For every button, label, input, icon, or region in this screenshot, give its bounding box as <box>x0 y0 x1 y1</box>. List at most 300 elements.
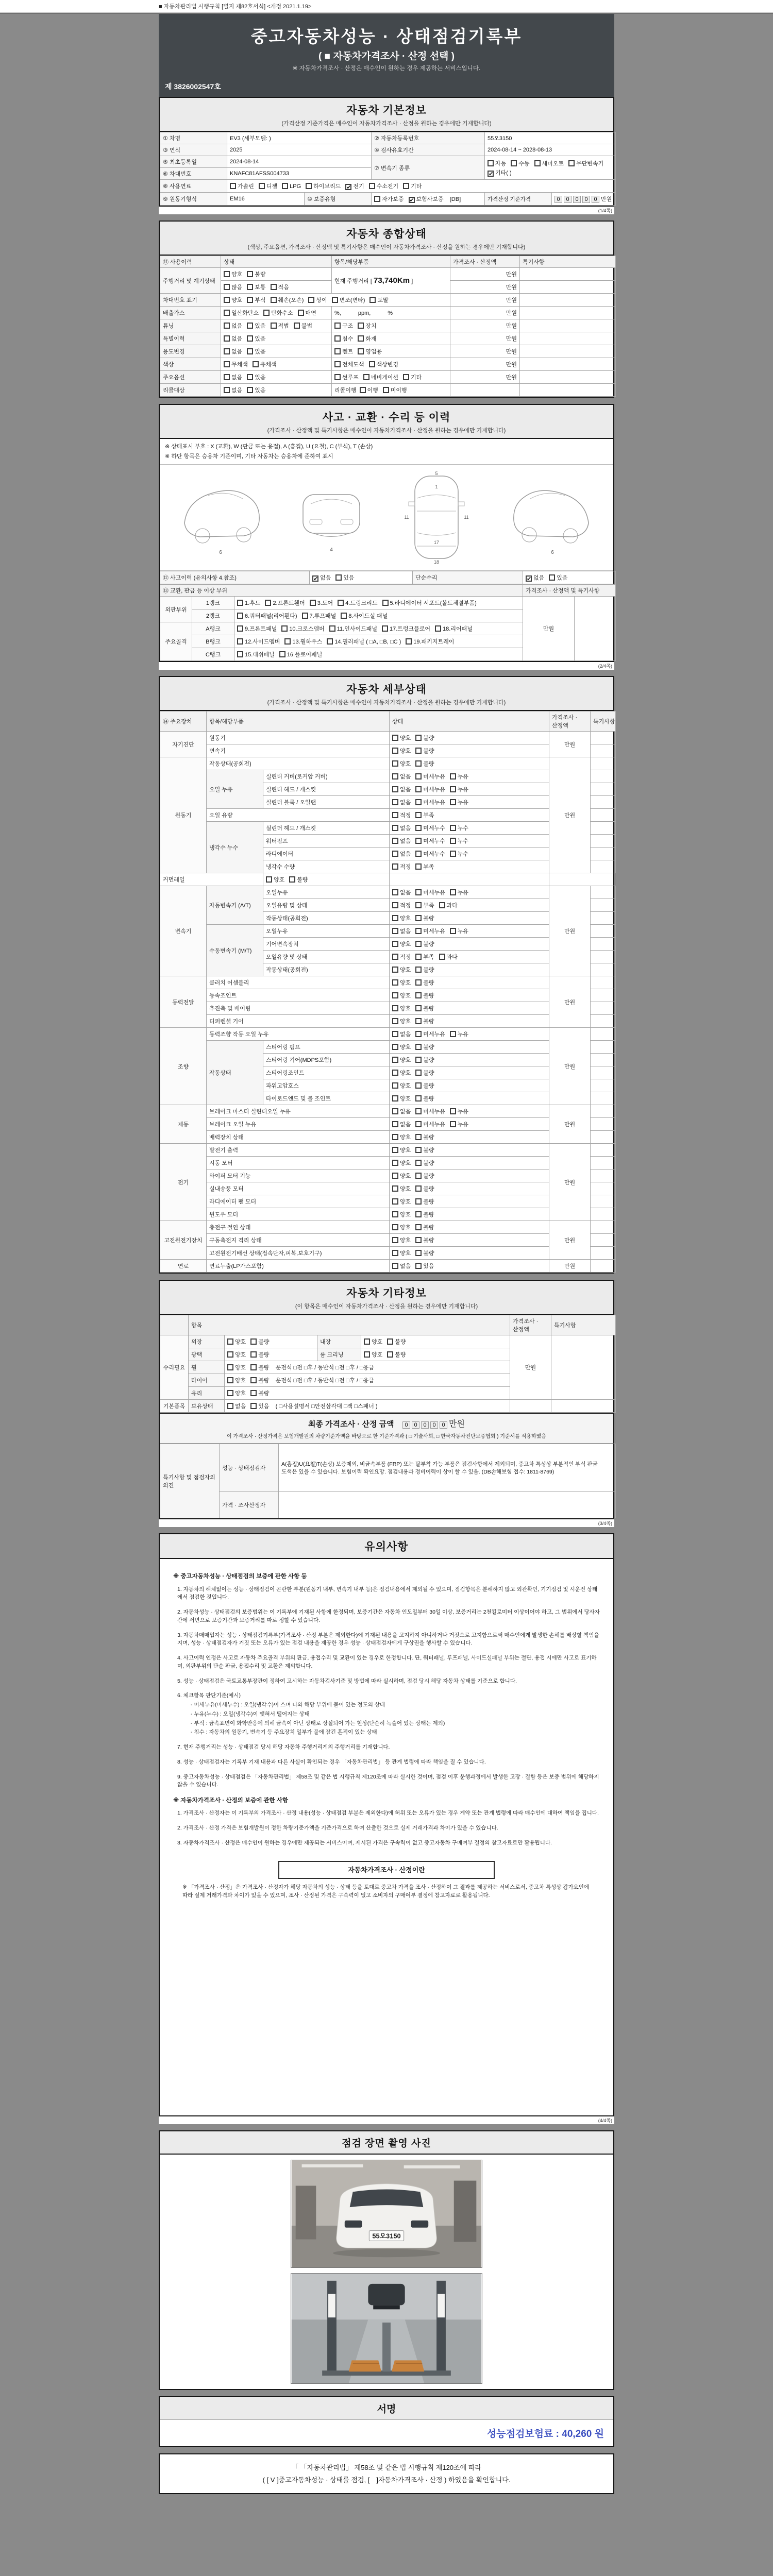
option-label: 불량 <box>423 735 434 742</box>
option <box>392 1261 411 1270</box>
checkbox[interactable] <box>415 863 422 870</box>
item-label: 냉각수 수량 <box>263 860 390 873</box>
checkbox[interactable] <box>415 838 422 844</box>
checkbox[interactable] <box>415 1147 422 1153</box>
checkbox[interactable] <box>392 748 398 754</box>
checkbox[interactable] <box>335 574 342 581</box>
checkbox[interactable] <box>369 297 376 303</box>
checkbox[interactable] <box>250 1403 257 1409</box>
header-damage-appraisal: 가격조사 · 산정액 및 특기사항 <box>523 585 616 597</box>
option-label: 변조(변타) <box>339 297 365 303</box>
checkbox[interactable] <box>271 323 277 329</box>
checkbox[interactable] <box>415 1070 422 1076</box>
item-label: 룸 크리닝 <box>317 1348 361 1361</box>
checkbox[interactable] <box>250 1390 257 1396</box>
remarks-cell <box>591 732 616 744</box>
checkbox[interactable] <box>224 348 230 354</box>
checkbox[interactable] <box>392 967 398 973</box>
device-subgroup-label: 작동상태 <box>207 1041 263 1105</box>
checkbox[interactable] <box>358 348 364 354</box>
checkbox[interactable] <box>415 748 422 754</box>
checkbox[interactable] <box>549 574 555 581</box>
checkbox[interactable] <box>360 387 366 393</box>
appraisal-cell: 만원 <box>510 1335 551 1400</box>
option-label: 17.트렁크플로어 <box>389 626 431 633</box>
checkbox[interactable] <box>511 160 517 166</box>
checkbox[interactable] <box>392 799 398 805</box>
checkbox[interactable] <box>247 387 253 393</box>
checkbox[interactable] <box>224 310 230 316</box>
checkbox[interactable] <box>450 928 456 934</box>
section-signature <box>159 2396 614 2447</box>
detail-row <box>160 1247 616 1260</box>
checkbox[interactable] <box>392 812 398 818</box>
checkbox[interactable] <box>392 838 398 844</box>
checkbox[interactable] <box>302 613 308 619</box>
option-label: 불량 <box>423 748 434 755</box>
checkbox[interactable] <box>392 1173 398 1179</box>
checkbox[interactable] <box>250 1351 257 1358</box>
checkbox[interactable] <box>392 1250 398 1256</box>
option <box>335 573 354 582</box>
header-state: 상태 <box>221 256 332 268</box>
checkbox[interactable] <box>392 1211 398 1217</box>
checkbox[interactable] <box>392 1185 398 1192</box>
checkbox[interactable] <box>392 1263 398 1269</box>
checkbox[interactable] <box>329 625 335 632</box>
checkbox[interactable] <box>224 284 230 290</box>
option <box>392 1055 411 1064</box>
detail-row <box>160 1234 616 1247</box>
appraisal-cell: 만원 <box>549 1260 591 1273</box>
final-price-label: 최종 가격조사 · 산정 금액 <box>308 1420 394 1429</box>
etc-band <box>160 1281 613 1315</box>
checkbox[interactable] <box>227 1377 233 1383</box>
remarks-cell <box>591 809 616 822</box>
checkbox[interactable] <box>415 1121 422 1127</box>
page-marker-3: (3/4쪽) <box>159 1519 614 1527</box>
checkbox[interactable]: ✔ <box>346 184 351 191</box>
checkbox[interactable] <box>279 651 285 657</box>
option <box>227 1401 246 1411</box>
svg-text:4: 4 <box>329 547 333 553</box>
price-digit: 0 <box>402 1421 410 1429</box>
checkbox[interactable] <box>415 1044 422 1050</box>
checkbox[interactable] <box>392 1005 398 1011</box>
checkbox[interactable] <box>392 1237 398 1243</box>
state-cell <box>390 860 549 873</box>
option <box>250 1363 269 1372</box>
option <box>403 181 422 191</box>
checkbox[interactable] <box>435 625 441 632</box>
appraisal-cell: 만원 <box>549 1028 591 1105</box>
checkbox[interactable] <box>227 1351 233 1358</box>
option <box>415 1042 434 1052</box>
appraisal-cell: 만원 <box>450 358 520 371</box>
checkbox[interactable] <box>247 284 253 290</box>
checkbox[interactable] <box>237 651 243 657</box>
option-label: 불량 <box>423 967 434 974</box>
checkbox[interactable] <box>415 851 422 857</box>
checkbox[interactable] <box>247 335 253 342</box>
item-label: 배력장치 상태 <box>207 1131 390 1144</box>
checkbox[interactable] <box>341 613 347 619</box>
checkbox[interactable] <box>392 1018 398 1024</box>
checkbox[interactable] <box>237 625 243 632</box>
checkbox[interactable] <box>392 1224 398 1230</box>
checkbox[interactable] <box>369 361 375 367</box>
checkbox[interactable] <box>450 1108 456 1114</box>
checkbox[interactable] <box>374 196 380 202</box>
checkbox[interactable] <box>392 863 398 870</box>
checkbox[interactable] <box>224 335 230 342</box>
checkbox[interactable] <box>415 1185 422 1192</box>
checkbox[interactable] <box>294 323 300 329</box>
item-label: 광택 <box>189 1348 225 1361</box>
remarks-cell <box>591 1028 616 1041</box>
checkbox[interactable] <box>250 1364 257 1370</box>
checkbox[interactable] <box>263 310 270 316</box>
checkbox[interactable] <box>382 600 389 606</box>
option <box>415 1223 434 1232</box>
option-label: 불량 <box>423 1006 434 1012</box>
car-diagram-top-icon <box>390 470 483 565</box>
option-label: 없음 <box>400 1031 411 1038</box>
passenger-car-note: ※ 하단 항목은 승용차 기준이며, 기타 자동차는 승용차에 준하여 표시 <box>165 453 333 460</box>
checkbox[interactable] <box>450 825 456 831</box>
checkbox[interactable] <box>392 760 398 767</box>
checkbox[interactable] <box>227 1403 233 1409</box>
checkbox[interactable] <box>237 600 243 606</box>
checkbox[interactable] <box>282 183 288 189</box>
checkbox[interactable] <box>382 625 388 632</box>
checkbox[interactable] <box>415 889 422 895</box>
checkbox[interactable] <box>392 1082 398 1089</box>
svg-text:1: 1 <box>435 484 438 490</box>
checkbox[interactable] <box>369 183 375 189</box>
checkbox[interactable] <box>392 1134 398 1140</box>
accident-history-table <box>160 571 616 584</box>
checkbox[interactable] <box>237 613 243 619</box>
checkbox[interactable] <box>392 1031 398 1037</box>
checkbox[interactable] <box>364 1351 370 1358</box>
checkbox[interactable] <box>392 1057 398 1063</box>
checkbox[interactable] <box>415 902 422 908</box>
checkbox[interactable] <box>415 1082 422 1089</box>
checkbox[interactable] <box>338 600 344 606</box>
checkbox[interactable] <box>534 160 541 166</box>
label-simple-repair: 단순수리 <box>413 571 523 584</box>
item-label: 오일누유 <box>263 886 390 899</box>
checkbox[interactable]: ✔ <box>489 171 494 177</box>
checkbox[interactable] <box>334 374 341 380</box>
option <box>334 372 359 382</box>
checkbox[interactable] <box>392 851 398 857</box>
checkbox[interactable] <box>450 889 456 895</box>
checkbox[interactable] <box>415 915 422 921</box>
checkbox[interactable] <box>392 954 398 960</box>
option-label: 불량 <box>423 941 434 948</box>
checkbox[interactable] <box>224 271 230 277</box>
checkbox[interactable] <box>383 387 389 393</box>
option <box>392 991 411 1000</box>
checkbox[interactable] <box>415 1198 422 1205</box>
checkbox[interactable] <box>387 1338 393 1345</box>
option-label: 없음 <box>533 575 545 582</box>
checkbox[interactable] <box>392 1121 398 1127</box>
checkbox[interactable]: ✔ <box>409 197 414 204</box>
checkbox[interactable] <box>392 889 398 895</box>
checkbox[interactable] <box>334 335 341 342</box>
checkbox[interactable] <box>415 825 422 831</box>
checkbox[interactable] <box>415 1263 422 1269</box>
checkbox[interactable] <box>406 638 412 645</box>
checkbox[interactable] <box>415 941 422 947</box>
option <box>358 347 382 356</box>
checkbox[interactable] <box>450 786 456 792</box>
state-cell <box>390 899 549 912</box>
usage-history-label: 차대번호 표기 <box>160 294 221 307</box>
checkbox[interactable] <box>363 374 369 380</box>
checkbox[interactable] <box>415 735 422 741</box>
option-label: 많음 <box>231 284 243 291</box>
checkbox[interactable] <box>415 992 422 998</box>
checkbox[interactable] <box>392 773 398 779</box>
option-label: 상이 <box>316 297 327 303</box>
form-reference-strip <box>0 0 773 14</box>
item-label: 구동축전지 격리 상태 <box>207 1234 390 1247</box>
damage-parts-table <box>160 584 616 661</box>
header-item-part: 항목/해당부품 <box>332 256 450 268</box>
appraisal-cell: 만원 <box>450 281 520 294</box>
checkbox[interactable] <box>403 374 409 380</box>
checkbox[interactable] <box>308 297 314 303</box>
checkbox[interactable] <box>415 760 422 767</box>
checkbox[interactable] <box>415 1211 422 1217</box>
option <box>450 1107 468 1116</box>
option-label: 양호 <box>400 980 411 987</box>
checkbox[interactable] <box>247 297 253 303</box>
checkbox[interactable] <box>392 1070 398 1076</box>
checkbox[interactable] <box>298 310 304 316</box>
checkbox[interactable] <box>439 954 445 960</box>
option <box>345 181 364 191</box>
checkbox[interactable] <box>450 1031 456 1037</box>
table-header-row <box>160 1315 616 1335</box>
checkbox[interactable] <box>230 183 236 189</box>
item-label: 실내송풍 모터 <box>207 1182 390 1195</box>
svg-text:6: 6 <box>219 549 223 555</box>
checkbox[interactable] <box>247 323 253 329</box>
checkbox[interactable] <box>415 1057 422 1063</box>
svg-text:17: 17 <box>434 540 440 546</box>
option <box>387 1337 406 1346</box>
document <box>159 14 614 2500</box>
checkbox[interactable] <box>415 1237 422 1243</box>
checkbox[interactable] <box>387 1351 393 1358</box>
checkbox[interactable] <box>392 992 398 998</box>
state-cell <box>225 1387 510 1400</box>
checkbox[interactable] <box>415 1224 422 1230</box>
checkbox[interactable] <box>415 1160 422 1166</box>
checkbox[interactable] <box>364 1338 370 1345</box>
checkbox[interactable] <box>250 1377 257 1383</box>
device-subgroup-label: 냉각수 누수 <box>207 822 263 873</box>
checkbox[interactable] <box>415 928 422 934</box>
option-label: 불량 <box>423 1147 434 1154</box>
checkbox[interactable] <box>289 876 295 883</box>
checkbox[interactable] <box>253 361 259 367</box>
checkbox[interactable] <box>415 1005 422 1011</box>
option-label: 양호 <box>400 1186 411 1193</box>
option <box>450 823 468 833</box>
checkbox[interactable] <box>271 284 277 290</box>
checkbox[interactable] <box>415 812 422 818</box>
checkbox[interactable] <box>415 1173 422 1179</box>
checkbox[interactable] <box>247 271 253 277</box>
checkbox[interactable] <box>224 387 230 393</box>
checkbox[interactable]: ✔ <box>313 576 318 583</box>
option <box>415 1261 434 1270</box>
checkbox[interactable] <box>392 1198 398 1205</box>
warranty-suffix: [DB] <box>449 196 461 202</box>
option-label: 양호 <box>400 993 411 999</box>
transmission-options <box>485 156 616 180</box>
checkbox[interactable] <box>392 915 398 921</box>
option <box>224 347 242 356</box>
checkbox[interactable] <box>284 638 291 645</box>
title-band <box>159 14 614 97</box>
checkbox[interactable] <box>227 1390 233 1396</box>
checkbox[interactable] <box>224 297 230 303</box>
label-fuel: ⑧ 사용연료 <box>160 180 227 193</box>
checkbox[interactable] <box>392 1160 398 1166</box>
checkbox[interactable] <box>334 361 341 367</box>
option-label: 있음 <box>423 1263 434 1270</box>
detail-row <box>160 1208 616 1221</box>
checkbox[interactable] <box>224 361 230 367</box>
checkbox[interactable] <box>250 1338 257 1345</box>
checkbox[interactable] <box>415 1134 422 1140</box>
checkbox[interactable] <box>415 1031 422 1037</box>
checkbox[interactable] <box>247 374 253 380</box>
checkbox[interactable] <box>415 1250 422 1256</box>
checkbox[interactable] <box>259 183 265 189</box>
table-row <box>160 1492 616 1518</box>
option <box>392 772 411 781</box>
option <box>511 159 529 168</box>
etc-row <box>160 1335 616 1348</box>
checkbox[interactable] <box>450 773 456 779</box>
checkbox[interactable] <box>266 876 272 883</box>
option <box>360 385 378 395</box>
checkbox[interactable] <box>332 297 338 303</box>
checkbox[interactable] <box>392 1095 398 1101</box>
checkbox[interactable] <box>334 348 341 354</box>
option <box>409 194 444 204</box>
checkbox[interactable] <box>271 297 277 303</box>
option <box>415 785 445 794</box>
checkbox[interactable] <box>568 160 575 166</box>
checkbox[interactable] <box>392 1147 398 1153</box>
option <box>450 926 468 936</box>
rank-label: 1랭크 <box>192 597 234 609</box>
checkbox[interactable] <box>392 1108 398 1114</box>
checkbox[interactable] <box>392 1044 398 1050</box>
checkbox[interactable] <box>415 786 422 792</box>
checkbox[interactable] <box>450 1121 456 1127</box>
checkbox[interactable] <box>392 825 398 831</box>
checkbox[interactable] <box>415 773 422 779</box>
checkbox[interactable] <box>358 323 364 329</box>
option <box>415 1158 434 1167</box>
remarks-cell <box>591 1015 616 1028</box>
checkbox[interactable] <box>237 638 243 645</box>
checkbox[interactable] <box>224 374 230 380</box>
checkbox[interactable] <box>450 799 456 805</box>
checkbox[interactable] <box>281 625 288 632</box>
checkbox[interactable] <box>403 183 409 189</box>
checkbox[interactable] <box>358 335 364 342</box>
state-cell <box>390 1208 549 1221</box>
checkbox[interactable] <box>227 1338 233 1345</box>
checkbox[interactable] <box>450 838 456 844</box>
checkbox[interactable] <box>392 928 398 934</box>
checkbox[interactable] <box>415 1095 422 1101</box>
checkbox[interactable] <box>415 954 422 960</box>
checkbox[interactable] <box>265 600 271 606</box>
checkbox[interactable] <box>224 323 230 329</box>
state-cell <box>390 1079 549 1092</box>
option-label: 적법 <box>278 323 289 329</box>
option-label: 양호 <box>235 1365 246 1371</box>
checkbox[interactable] <box>415 799 422 805</box>
state-cell <box>390 925 549 938</box>
option-label: 양호 <box>400 1238 411 1244</box>
checkbox[interactable] <box>488 160 494 166</box>
checkbox[interactable] <box>392 941 398 947</box>
state-cell <box>390 835 549 848</box>
checkbox[interactable] <box>415 979 422 986</box>
option <box>450 785 468 794</box>
option-label: 자가보증 <box>382 196 404 202</box>
checkbox[interactable] <box>247 348 253 354</box>
notice-item: 2. 가격조사 · 산정 가격은 보험개발원이 정한 차량기준가액을 기준가격으로 하여 산출한 것으로 실제 거래가격과 차이가 있을 수 있습니다. <box>177 1825 498 1832</box>
checkbox[interactable] <box>306 183 312 189</box>
option <box>392 978 411 987</box>
checkbox[interactable] <box>415 1018 422 1024</box>
item-label: 실린더 블록 / 오일팬 <box>263 796 390 809</box>
checkbox[interactable]: ✔ <box>527 576 532 583</box>
checkbox[interactable] <box>327 638 333 645</box>
checkbox[interactable] <box>450 851 456 857</box>
checkbox[interactable] <box>392 902 398 908</box>
checkbox[interactable] <box>415 1108 422 1114</box>
option-label: 10.크로스멤버 <box>289 626 325 633</box>
checkbox[interactable] <box>392 979 398 986</box>
checkbox[interactable] <box>334 323 341 329</box>
option-label: 양호 <box>400 735 411 742</box>
checkbox[interactable] <box>415 967 422 973</box>
detail-row <box>160 1182 616 1195</box>
device-group-label: 연료 <box>160 1260 207 1273</box>
checkbox[interactable] <box>439 902 445 908</box>
checkbox[interactable] <box>392 786 398 792</box>
checkbox[interactable] <box>227 1364 233 1370</box>
checkbox[interactable] <box>392 735 398 741</box>
checkbox[interactable] <box>310 600 316 606</box>
item-label: 충전구 절연 상태 <box>207 1221 390 1234</box>
